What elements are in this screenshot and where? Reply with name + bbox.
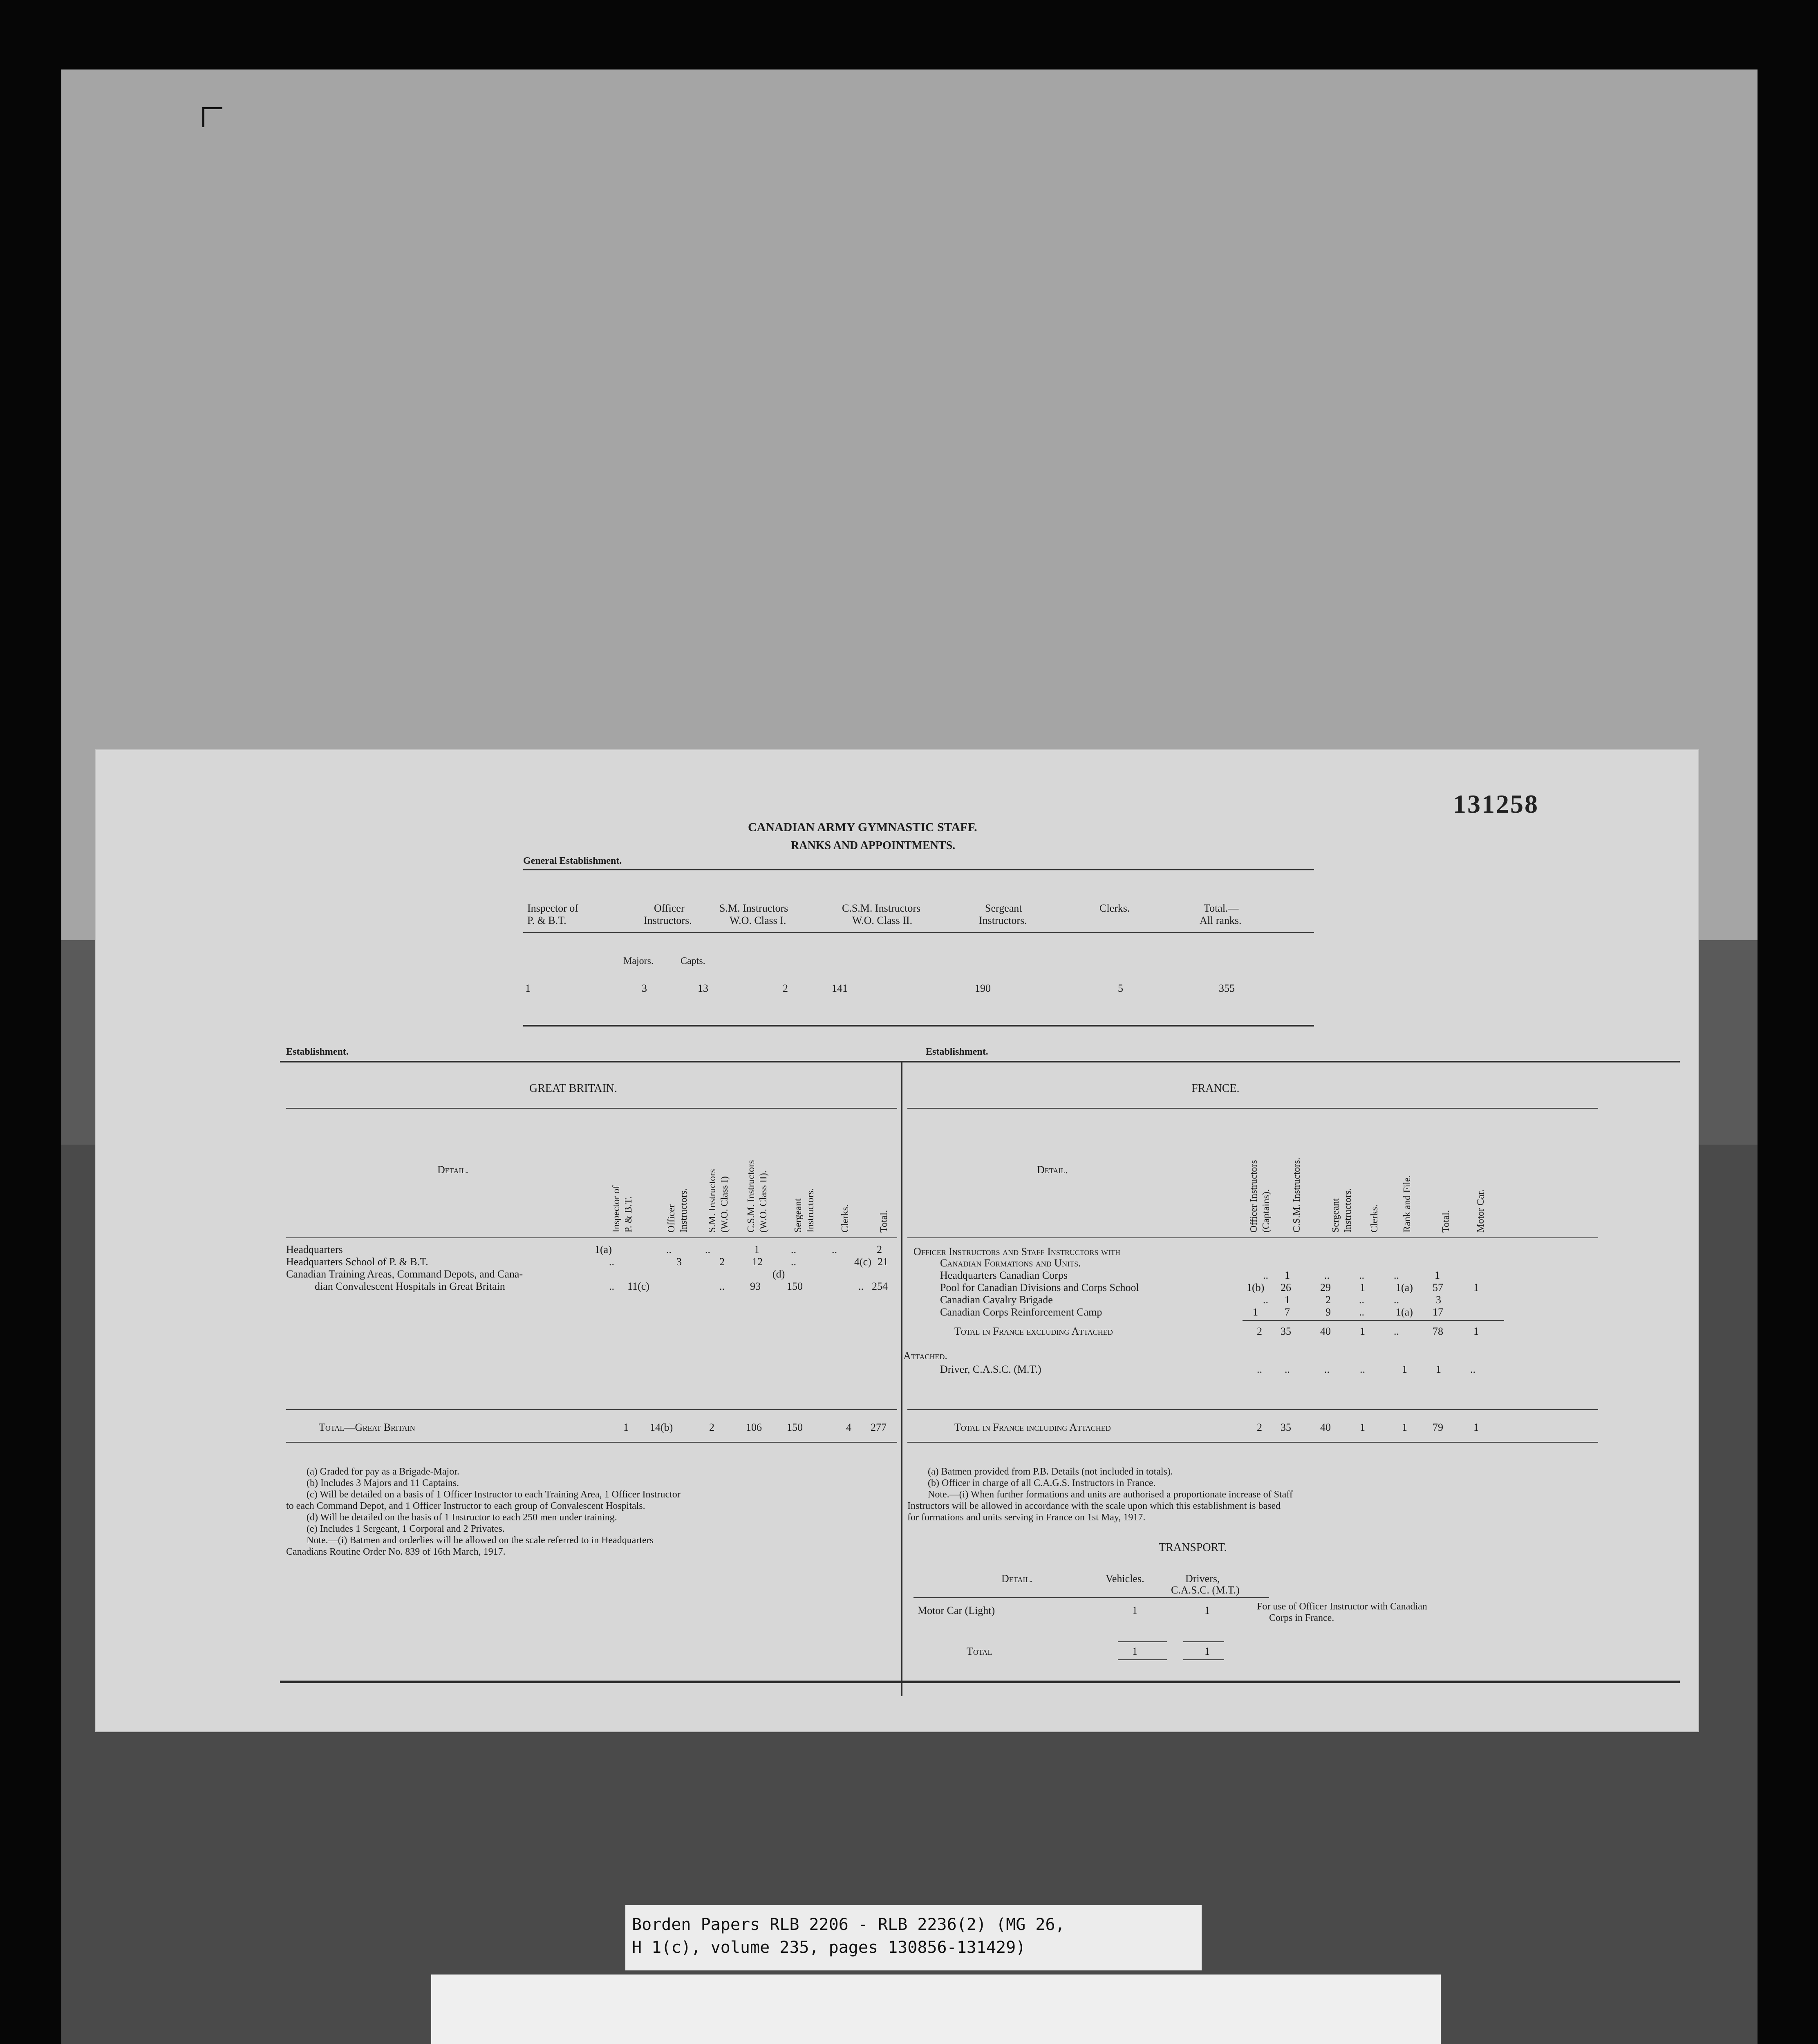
general-col-clerks: Clerks. <box>1099 902 1130 914</box>
general-sub-majors: Majors. <box>623 956 654 966</box>
general-rule-bottom <box>523 1025 1314 1026</box>
fr-heading: Establishment. <box>926 1047 988 1057</box>
gb-note-a: (a) Graded for pay as a Brigade-Major. <box>307 1466 459 1477</box>
transport-row-note: For use of Officer Instructor with Canadian <box>1257 1601 1427 1612</box>
fr-total-cell: .. <box>1394 1325 1399 1337</box>
general-col-sm-2: W.O. Class I. <box>730 914 786 926</box>
gb-note-i-cont: Canadians Routine Order No. 839 of 16th March, 1917. <box>286 1546 506 1557</box>
reference-label <box>625 1905 1202 1970</box>
gb-row-label: Canadian Training Areas, Command Depots, and Cana- <box>286 1268 523 1280</box>
gb-cell: 3 <box>676 1256 682 1268</box>
fr-cell: 3 <box>1436 1294 1441 1306</box>
general-col-total-1: Total.— <box>1204 902 1239 914</box>
transport-rule-header <box>913 1597 1269 1598</box>
fr-total-cell: 35 <box>1281 1325 1291 1337</box>
transport-row-note-cont: Corps in France. <box>1269 1613 1334 1623</box>
fr-cell: 1 <box>1285 1269 1290 1281</box>
fr-col-sgt-1: Sergeant <box>1330 1198 1341 1233</box>
fr-col-officer-1: Officer Instructors <box>1249 1160 1259 1233</box>
doc-title: CANADIAN ARMY GYMNASTIC STAFF. <box>748 820 977 834</box>
gb-cell: 11(c) <box>627 1280 649 1292</box>
fr-note-b: (b) Officer in charge of all C.A.G.S. Instructors in France. <box>928 1478 1156 1488</box>
fr-driver-cell: 1 <box>1436 1363 1441 1375</box>
archives-card <box>431 1975 1441 2044</box>
fr-rule-subtotal <box>1243 1320 1504 1321</box>
fr-group-b: Canadian Formations and Units. <box>940 1257 1081 1269</box>
gb-cell: .. <box>832 1244 837 1255</box>
fr-col-csm: C.S.M. Instructors. <box>1292 1157 1302 1233</box>
transport-total-drivers: 1 <box>1205 1645 1210 1657</box>
fr-driver-cell: .. <box>1285 1363 1290 1375</box>
gb-note-i: Note.—(i) Batmen and orderlies will be allowed on the scale referred to in Headquarters <box>307 1535 654 1546</box>
fr-title: FRANCE. <box>1191 1082 1240 1095</box>
gb-col-inspector-1: Inspector of <box>611 1185 622 1233</box>
fr-note-i-cont-2: for formations and units serving in France on 1st May, 1917. <box>907 1512 1146 1523</box>
fr-total-excl-label: Total in France excluding Attached <box>954 1325 1113 1337</box>
gb-cell: .. <box>791 1244 796 1255</box>
gb-col-sgt-2: Instructors. <box>805 1188 816 1233</box>
fr-group-a: Officer Instructors and Staff Instructors with <box>913 1246 1121 1257</box>
gb-rule-total-top <box>286 1409 897 1410</box>
gb-cell: 2 <box>719 1256 725 1268</box>
gb-total-cell: 277 <box>871 1421 887 1433</box>
general-sub-capts: Capts. <box>681 956 705 966</box>
transport-rule-drivers <box>1183 1641 1224 1642</box>
fr-rule-total-bottom <box>907 1442 1598 1443</box>
general-col-officer-2: Instructors. <box>644 914 692 926</box>
fr-driver-label: Driver, C.A.S.C. (M.T.) <box>940 1363 1041 1375</box>
general-col-inspector-1: Inspector of <box>527 902 578 914</box>
gb-rule-header <box>286 1237 897 1238</box>
transport-rule-vehicles <box>1118 1641 1167 1642</box>
fr-attached-heading: Attached. <box>903 1350 947 1362</box>
fr-row-label: Canadian Cavalry Brigade <box>940 1294 1053 1306</box>
general-rule-mid <box>523 932 1314 933</box>
gb-heading: Establishment. <box>286 1047 349 1057</box>
fr-cell: 1 <box>1253 1306 1258 1318</box>
fr-total-cell: 35 <box>1281 1421 1291 1433</box>
gb-note-d: (d) Will be detailed on the basis of 1 Instructor to each 250 men under training. <box>307 1512 617 1523</box>
fr-cell: .. <box>1263 1269 1268 1281</box>
fr-note-a: (a) Batmen provided from P.B. Details (not included in totals). <box>928 1466 1173 1477</box>
table-center-divider <box>901 1062 902 1696</box>
fr-cell: 1 <box>1285 1294 1290 1306</box>
transport-title: TRANSPORT. <box>1159 1541 1227 1554</box>
fr-cell: .. <box>1394 1269 1399 1281</box>
gb-col-sm-1: S.M. Instructors <box>707 1169 718 1233</box>
gb-col-sm-2: (W.O. Class I) <box>719 1176 730 1233</box>
gb-col-total: Total. <box>879 1210 889 1233</box>
fr-total-cell: 1 <box>1360 1421 1365 1433</box>
gb-title: GREAT BRITAIN. <box>529 1082 618 1095</box>
doc-subtitle: RANKS AND APPOINTMENTS. <box>791 839 956 852</box>
fr-col-sgt-2: Instructors. <box>1343 1188 1353 1233</box>
transport-row-label: Motor Car (Light) <box>918 1605 995 1616</box>
general-heading: General Establishment. <box>523 856 622 866</box>
transport-total-label: Total <box>967 1645 992 1657</box>
gb-total-cell: 150 <box>787 1421 803 1433</box>
fr-total-cell: 40 <box>1320 1421 1331 1433</box>
fr-cell: 1 <box>1435 1269 1440 1281</box>
gb-total-cell: 4 <box>846 1421 851 1433</box>
general-col-sgt-1: Sergeant <box>985 902 1022 914</box>
transport-cell-vehicles: 1 <box>1132 1605 1137 1616</box>
gb-note-b: (b) Includes 3 Majors and 11 Captains. <box>307 1478 459 1488</box>
fr-rule-total-top <box>907 1409 1598 1410</box>
transport-total-vehicles: 1 <box>1132 1645 1137 1657</box>
document-number: 131258 <box>1453 789 1539 818</box>
general-rule-top <box>523 869 1314 870</box>
gb-cell: .. <box>858 1280 864 1292</box>
general-col-total-2: All ranks. <box>1200 914 1242 926</box>
general-value-majors: 3 <box>642 982 647 994</box>
gb-col-csm-1: C.S.M. Instructors <box>746 1160 757 1233</box>
fr-cell: .. <box>1359 1306 1364 1318</box>
fr-col-rankfile: Rank and File. <box>1402 1175 1413 1233</box>
fr-cell: .. <box>1324 1269 1330 1281</box>
fr-driver-cell: 1 <box>1402 1363 1407 1375</box>
gb-cell: 4(c) <box>854 1256 871 1268</box>
fr-driver-cell: .. <box>1470 1363 1475 1375</box>
gb-col-officer-2: Instructors. <box>678 1188 689 1233</box>
gb-cell-note: (d) <box>772 1268 785 1280</box>
gb-col-clerks: Clerks. <box>840 1204 851 1233</box>
transport-col-drivers-1: Drivers, <box>1185 1573 1220 1585</box>
fr-driver-cell: .. <box>1257 1363 1262 1375</box>
gb-cell: 2 <box>877 1244 882 1255</box>
fr-col-clerks: Clerks. <box>1369 1204 1380 1233</box>
fr-note-i: Note.—(i) When further formations and units are authorised a proportionate increase of Staff <box>928 1489 1293 1500</box>
fr-total-cell: 2 <box>1257 1421 1262 1433</box>
gb-row-label: Headquarters School of P. & B.T. <box>286 1256 428 1268</box>
gb-col-csm-2: (W.O. Class II). <box>758 1170 769 1233</box>
transport-col-detail: Detail. <box>1001 1573 1032 1585</box>
fr-cell: 2 <box>1325 1294 1331 1306</box>
general-col-inspector-2: P. & B.T. <box>527 914 566 926</box>
gb-row-label: Headquarters <box>286 1244 343 1255</box>
general-value-sgt: 190 <box>975 982 991 994</box>
corner-registration-mark <box>202 107 222 127</box>
general-col-csm-1: C.S.M. Instructors <box>842 902 921 914</box>
gb-cell: 12 <box>752 1256 763 1268</box>
transport-rule-total-vehicles <box>1118 1659 1167 1660</box>
gb-total-cell: 1 <box>623 1421 629 1433</box>
fr-cell: 7 <box>1285 1306 1290 1318</box>
gb-cell: 93 <box>750 1280 761 1292</box>
fr-cell: .. <box>1263 1294 1268 1306</box>
fr-total-cell: 1 <box>1473 1325 1479 1337</box>
gb-rule-title <box>286 1108 897 1109</box>
reference-line-2: H 1(c), volume 235, pages 130856-131429) <box>632 1938 1026 1957</box>
gb-col-inspector-2: P. & B.T. <box>623 1196 634 1233</box>
fr-cell: 1(a) <box>1396 1306 1413 1318</box>
gb-total-cell: 106 <box>746 1421 762 1433</box>
transport-rule-total-drivers <box>1183 1659 1224 1660</box>
general-col-sm-1: S.M. Instructors <box>719 902 788 914</box>
fr-total-cell: 78 <box>1433 1325 1443 1337</box>
gb-cell: .. <box>791 1256 796 1268</box>
gb-note-c-cont: to each Command Depot, and 1 Officer Instructor to each group of Convalescent Hospitals. <box>286 1501 645 1511</box>
fr-total-cell: 1 <box>1473 1421 1479 1433</box>
gb-note-e: (e) Includes 1 Sergeant, 1 Corporal and 2 Privates. <box>307 1524 505 1534</box>
general-col-csm-2: W.O. Class II. <box>852 914 913 926</box>
fr-row-label: Pool for Canadian Divisions and Corps School <box>940 1282 1139 1293</box>
fr-total-cell: 40 <box>1320 1325 1331 1337</box>
gb-cell: 254 <box>872 1280 888 1292</box>
fr-cell: 26 <box>1281 1282 1291 1293</box>
fr-rule-title <box>907 1108 1598 1109</box>
fr-cell: 9 <box>1325 1306 1331 1318</box>
fr-col-officer-2: (Captains). <box>1261 1189 1272 1233</box>
gb-row-label: dian Convalescent Hospitals in Great Britain <box>315 1280 505 1292</box>
gb-total-cell: 14(b) <box>650 1421 673 1433</box>
fr-cell: 57 <box>1433 1282 1443 1293</box>
fr-cell: .. <box>1394 1294 1399 1306</box>
fr-rule-header <box>907 1237 1598 1238</box>
fr-note-i-cont: Instructors will be allowed in accordance with the scale upon which this establishment is based <box>907 1501 1281 1511</box>
fr-total-cell: 2 <box>1257 1325 1262 1337</box>
fr-cell: 1 <box>1473 1282 1479 1293</box>
general-value-total: 355 <box>1219 982 1235 994</box>
fr-row-label: Canadian Corps Reinforcement Camp <box>940 1306 1102 1318</box>
transport-col-drivers-2: C.A.S.C. (M.T.) <box>1171 1584 1240 1596</box>
fr-detail-header: Detail. <box>1037 1164 1068 1176</box>
fr-total-cell: 1 <box>1402 1421 1407 1433</box>
gb-cell: .. <box>666 1244 672 1255</box>
fr-total-cell: 1 <box>1360 1325 1365 1337</box>
gb-detail-header: Detail. <box>437 1164 468 1176</box>
fr-cell: .. <box>1359 1294 1364 1306</box>
fr-row-label: Headquarters Canadian Corps <box>940 1269 1068 1281</box>
general-value-csm: 141 <box>832 982 848 994</box>
fr-cell: 1(b) <box>1247 1282 1265 1293</box>
gb-cell: 21 <box>878 1256 888 1268</box>
gb-total-label: Total—Great Britain <box>319 1421 415 1433</box>
table-rule-top <box>280 1061 1680 1062</box>
gb-cell: .. <box>705 1244 710 1255</box>
gb-col-sgt-1: Sergeant <box>793 1198 804 1233</box>
gb-cell: .. <box>609 1256 614 1268</box>
fr-cell: 1 <box>1360 1282 1365 1293</box>
general-col-sgt-2: Instructors. <box>979 914 1027 926</box>
general-value-sm: 2 <box>783 982 788 994</box>
gb-col-officer-1: Officer <box>666 1204 677 1233</box>
gb-cell: 1(a) <box>595 1244 612 1255</box>
general-value-capts: 13 <box>698 982 708 994</box>
reference-line-1: Borden Papers RLB 2206 - RLB 2236(2) (MG 26, <box>632 1915 1065 1934</box>
fr-total-incl-label: Total in France including Attached <box>954 1421 1111 1433</box>
table-rule-bottom <box>280 1681 1680 1683</box>
gb-cell: 1 <box>754 1244 759 1255</box>
fr-driver-cell: .. <box>1360 1363 1365 1375</box>
gb-cell: .. <box>609 1280 614 1292</box>
general-value-clerks: 5 <box>1118 982 1123 994</box>
gb-cell: .. <box>719 1280 725 1292</box>
transport-cell-drivers: 1 <box>1205 1605 1210 1616</box>
document-sheet <box>96 750 1698 1731</box>
fr-cell: 29 <box>1320 1282 1331 1293</box>
transport-col-vehicles: Vehicles. <box>1106 1573 1144 1585</box>
gb-rule-total-bottom <box>286 1442 897 1443</box>
fr-cell: .. <box>1359 1269 1364 1281</box>
general-col-officer-1: Officer <box>654 902 685 914</box>
gb-total-cell: 2 <box>709 1421 714 1433</box>
fr-col-motorcar: Motor Car. <box>1475 1189 1486 1233</box>
fr-col-total: Total. <box>1441 1210 1451 1233</box>
gb-cell: 150 <box>787 1280 803 1292</box>
fr-cell: 1(a) <box>1396 1282 1413 1293</box>
gb-note-c: (c) Will be detailed on a basis of 1 Officer Instructor to each Training Area, 1 Officer Instructor <box>307 1489 681 1500</box>
fr-total-cell: 79 <box>1433 1421 1443 1433</box>
fr-driver-cell: .. <box>1324 1363 1330 1375</box>
fr-cell: 17 <box>1433 1306 1443 1318</box>
general-value-inspector: 1 <box>525 982 531 994</box>
